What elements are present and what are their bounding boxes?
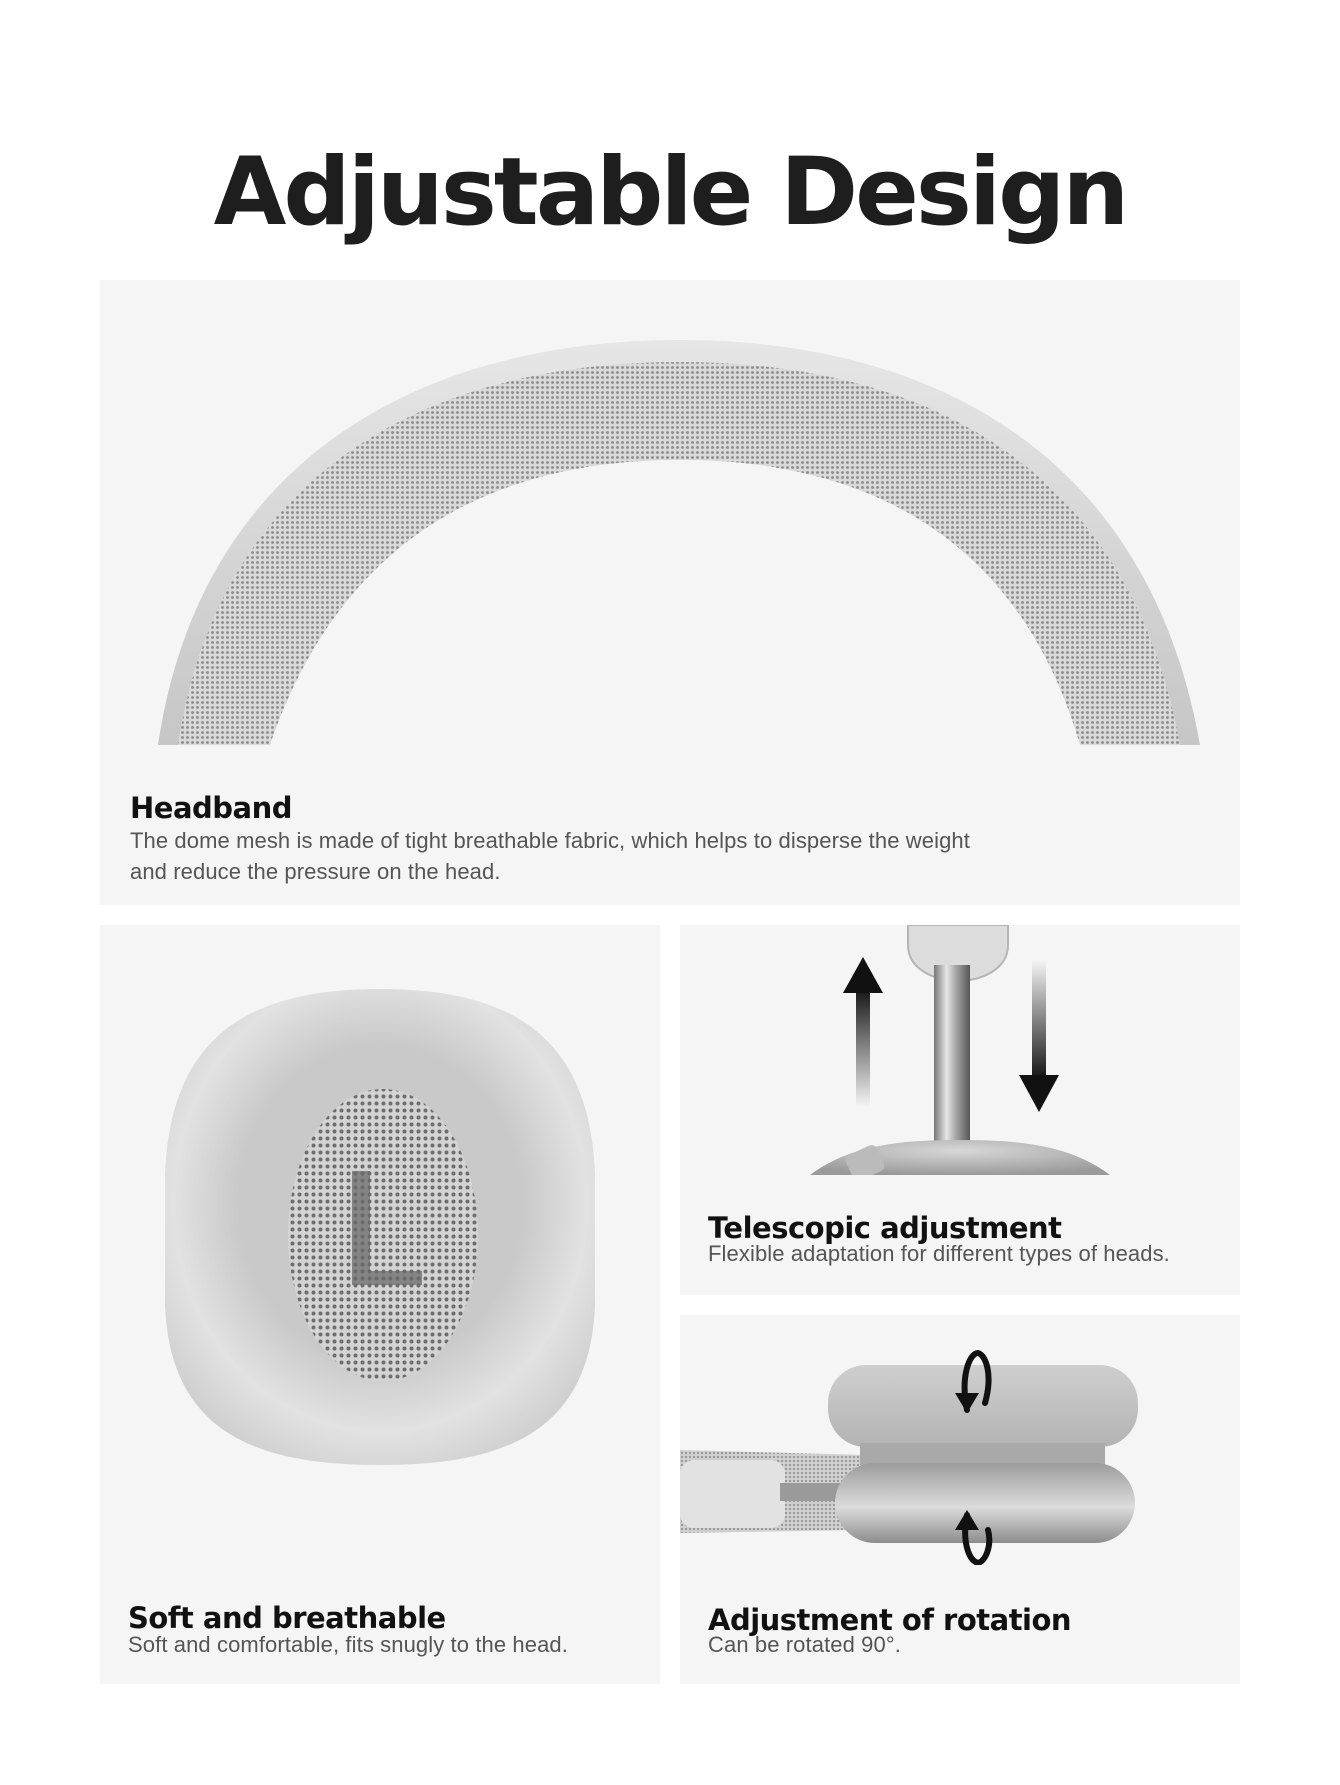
feature-card-soft-breathable: [100, 925, 660, 1684]
rotating-earcup-image: [680, 1315, 1240, 1565]
feature-title-headband: Headband: [130, 791, 292, 826]
feature-card-telescopic: [680, 925, 1240, 1295]
feature-desc-rotation: Can be rotated 90°.: [708, 1632, 901, 1657]
feature-desc-telescopic: Flexible adaptation for different types of heads.: [708, 1241, 1170, 1266]
page-title: Adjustable Design: [213, 137, 1127, 247]
feature-card-rotation: [680, 1315, 1240, 1684]
arrow-down-icon: [1019, 960, 1059, 1112]
feature-title-soft-breathable: Soft and breathable: [128, 1601, 446, 1636]
arrow-up-icon: [843, 957, 883, 1107]
feature-title-rotation: Adjustment of rotation: [708, 1603, 1072, 1638]
feature-desc-soft-breathable: Soft and comfortable, fits snugly to the head.: [128, 1632, 568, 1657]
feature-desc-headband: The dome mesh is made of tight breathable fabric, which helps to disperse the weight and reduce the pressure on the head.: [130, 828, 970, 884]
telescopic-arm-image: [680, 925, 1240, 1175]
ear-cushion-image: [100, 925, 660, 1485]
feature-card-headband: [100, 280, 1240, 905]
feature-title-telescopic: Telescopic adjustment: [708, 1211, 1062, 1246]
headband-arc-image: [100, 280, 1240, 750]
